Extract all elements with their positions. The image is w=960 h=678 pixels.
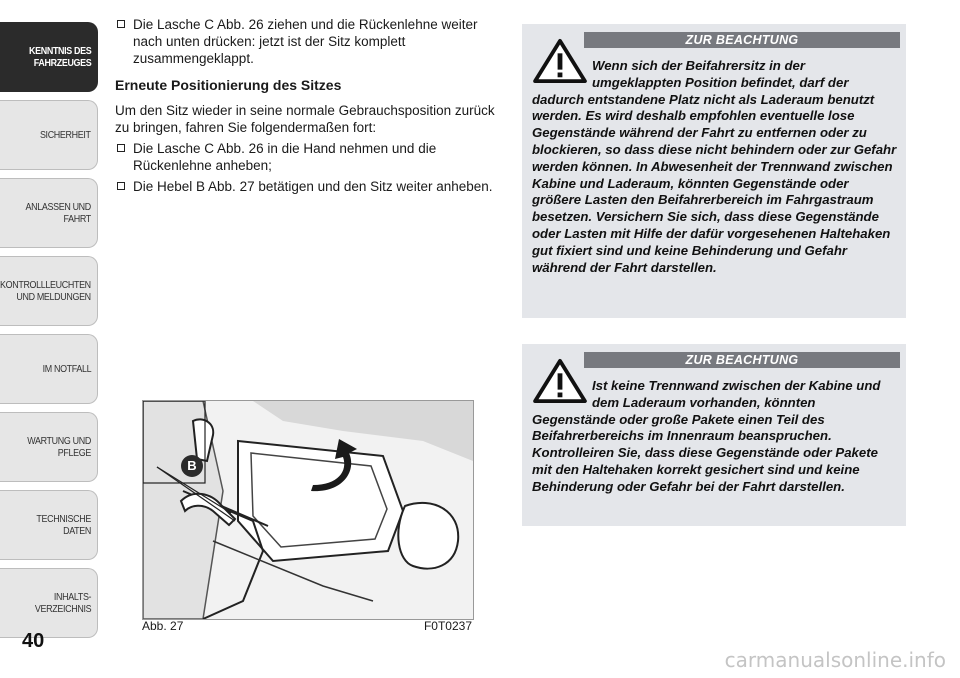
section-heading: Erneute Positionierung des Sitzes <box>115 77 342 93</box>
bullet-item: Die Lasche C Abb. 26 ziehen und die Rückenlehne weiter nach unten drücken: jetzt ist der Sitz komplett zusammengeklappt. <box>115 16 495 67</box>
warning-lead: Ist keine Trennwand zwischen der Kabine und dem Laderaum vorhanden, könnten <box>592 378 881 410</box>
tab-inhaltsverzeichnis[interactable]: INHALTS- VERZEICHNIS <box>0 568 98 638</box>
tab-anlassen-und-fahrt[interactable]: ANLASSEN UND FAHRT <box>0 178 98 248</box>
warning-triangle-icon <box>532 358 588 404</box>
tab-kenntnis-des-fahrzeuges[interactable]: KENNTNIS DES FAHRZEUGES <box>0 22 98 92</box>
warning-title: ZUR BEACHTUNG <box>584 352 900 368</box>
figure-code: F0T0237 <box>423 619 472 633</box>
main-text-column <box>115 16 495 199</box>
tab-wartung-und-pflege[interactable]: WARTUNG UND PFLEGE <box>0 412 98 482</box>
intro-paragraph: Um den Sitz wieder in seine normale Gebrauchsposition zurück zu bringen, fahren Sie folgendermaßen fort: <box>115 103 495 135</box>
bullet-item: Die Hebel B Abb. 27 betätigen und den Sitz weiter anheben. <box>115 178 495 195</box>
watermark: carmanualsonline.info <box>724 648 946 672</box>
tab-sicherheit[interactable]: SICHERHEIT <box>0 100 98 170</box>
warning-lead: Wenn sich der Beifahrersitz in der umgeklappten Position befindet, darf der <box>592 58 849 90</box>
bullet-item: Die Lasche C Abb. 26 in die Hand nehmen und die Rückenlehne anheben; <box>115 140 495 174</box>
figure-number: Abb. 27 <box>142 619 184 633</box>
seat-illustration-drawing <box>143 401 473 619</box>
warning-box <box>522 24 906 318</box>
warning-title: ZUR BEACHTUNG <box>584 32 900 48</box>
page-number: 40 <box>22 630 45 652</box>
figure-caption <box>142 619 472 633</box>
warning-text: dadurch entstandene Platz nicht als Laderaum benutzt werden. Es wird deshalb empfohlen eventuelle lose Gegenstände während der Fahrt zu entfernen oder zu blockieren, so dass diese nicht behindern oder zur Gefahr werden können. In Abwesenheit der Trennwand zwischen Kabine und Laderaum, könnten Gegenstände oder größere Lasten den Beifahrerbereich im Fahrgastraum besetzen. Versichern Sie sich, dass diese Gegenstände oder Lasten mit Hilfe der dafür vorgesehenen Haltehaken gut fixiert sind und keine Behinderung und Gefahr während der Fahrt darstellen. <box>532 91 897 275</box>
warning-box <box>522 344 906 526</box>
tab-technische-daten[interactable]: TECHNISCHE DATEN <box>0 490 98 560</box>
warning-text: Gegenstände oder große Pakete einen Teil des Beifahrerbereichs im Innenraum beanspruchen. Kontrolleiren Sie, dass diese Gegenstände oder Pakete mit den Haltehaken korrekt gesichert sind und keine Behinderung oder Gefahr bei der Fahrt darstellen. <box>532 411 878 494</box>
seat-lever-illustration <box>142 400 474 620</box>
tab-kontrollleuchten[interactable]: KONTROLLLEUCHTEN UND MELDUNGEN <box>0 256 98 326</box>
warning-triangle-icon <box>532 38 588 84</box>
tab-im-notfall[interactable]: IM NOTFALL <box>0 334 98 404</box>
callout-label-b: B <box>181 455 203 477</box>
